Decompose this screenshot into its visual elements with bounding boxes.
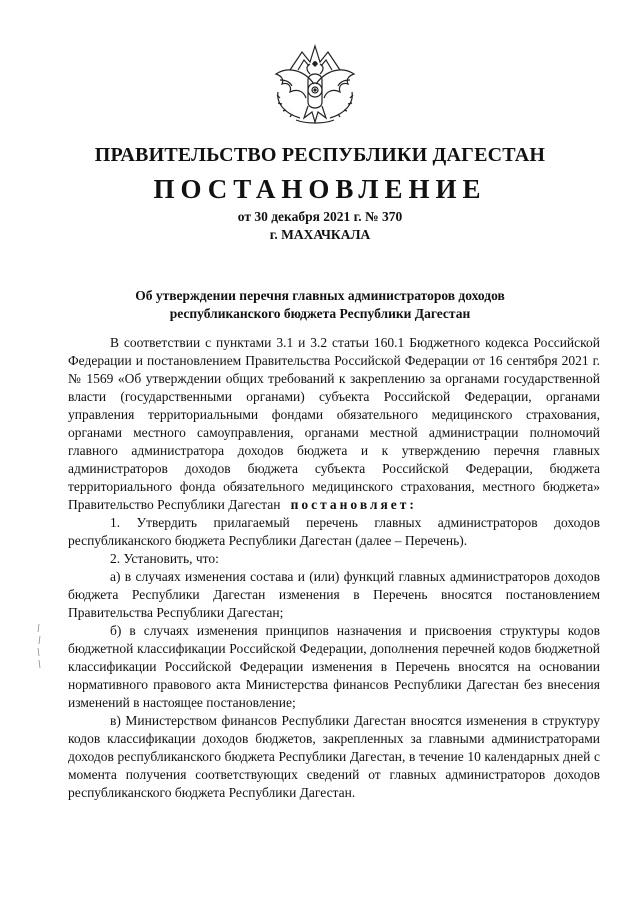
- item-2-paragraph: 2. Установить, что:: [110, 551, 219, 566]
- government-title: ПРАВИТЕЛЬСТВО РЕСПУБЛИКИ ДАГЕСТАН: [94, 144, 546, 166]
- coat-of-arms-icon: [268, 40, 362, 126]
- document-body: [68, 334, 600, 802]
- preamble-paragraph: [68, 334, 600, 514]
- document-city: г. МАХАЧКАЛА: [269, 227, 371, 242]
- item-1-paragraph: 1. Утвердить прилагаемый перечень главных администраторов доходов республиканского бюджета Республики Дагестан (далее – Перечень).: [68, 515, 600, 548]
- item-2c-paragraph: в) Министерством финансов Республики Дагестан вносятся изменения в структуру кодов классификации доходов бюджетов, закрепленных за главными администраторами доходов республиканского бюджета Республики Дагестан, в течение 10 календарных дней с момента получения соответствующих сведений от главных администраторов доходов республиканского бюджета Республики Дагестан.: [68, 713, 600, 800]
- margin-scan-mark: [34, 622, 44, 670]
- decrees-keyword: постановляет:: [290, 497, 417, 512]
- document-date-number: от 30 декабря 2021 г. № 370: [237, 209, 403, 224]
- subject-line-1: Об утверждении перечня главных администраторов доходов: [135, 288, 505, 303]
- item-2a-paragraph: а) в случаях изменения состава и (или) функций главных администраторов доходов бюджета Республики Дагестан изменения в Перечень вносятся постановлением Правительства Республики Дагестан;: [68, 569, 600, 620]
- document-subject: [60, 287, 580, 323]
- document-type-title: ПОСТАНОВЛЕНИЕ: [153, 174, 487, 204]
- preamble-text: В соответствии с пунктами 3.1 и 3.2 статьи 160.1 Бюджетного кодекса Российской Федерации и постановлением Правительства Российской Федерации от 16 сентября 2021 г. № 1569 «Об утверждении общих требований к закреплению за органами государственной власти (государственными органами) субъекта Российской Федерации, органами управления территориальными фондами обязательного медицинского страхования, органами местного самоуправления, органами местной администрации полномочий главного администратора доходов бюджета и к утверждению перечня главных администраторов доходов бюджета субъекта Российской Федерации, бюджета территориального фонда обязательного медицинского страхования, местного бюджета» Правительство Республики Дагестан: [68, 335, 600, 512]
- item-2b-paragraph: б) в случаях изменения принципов назначения и присвоения структуры кодов бюджетной классификации Российской Федерации, дополнения перечней кодов бюджетной классификации Российской Федерации изменения в Перечень вносятся на основании нормативного правового акта Министерства финансов Республики Дагестан без внесения изменений в настоящее постановление;: [68, 623, 600, 710]
- subject-line-2: республиканского бюджета Республики Дагестан: [169, 306, 471, 321]
